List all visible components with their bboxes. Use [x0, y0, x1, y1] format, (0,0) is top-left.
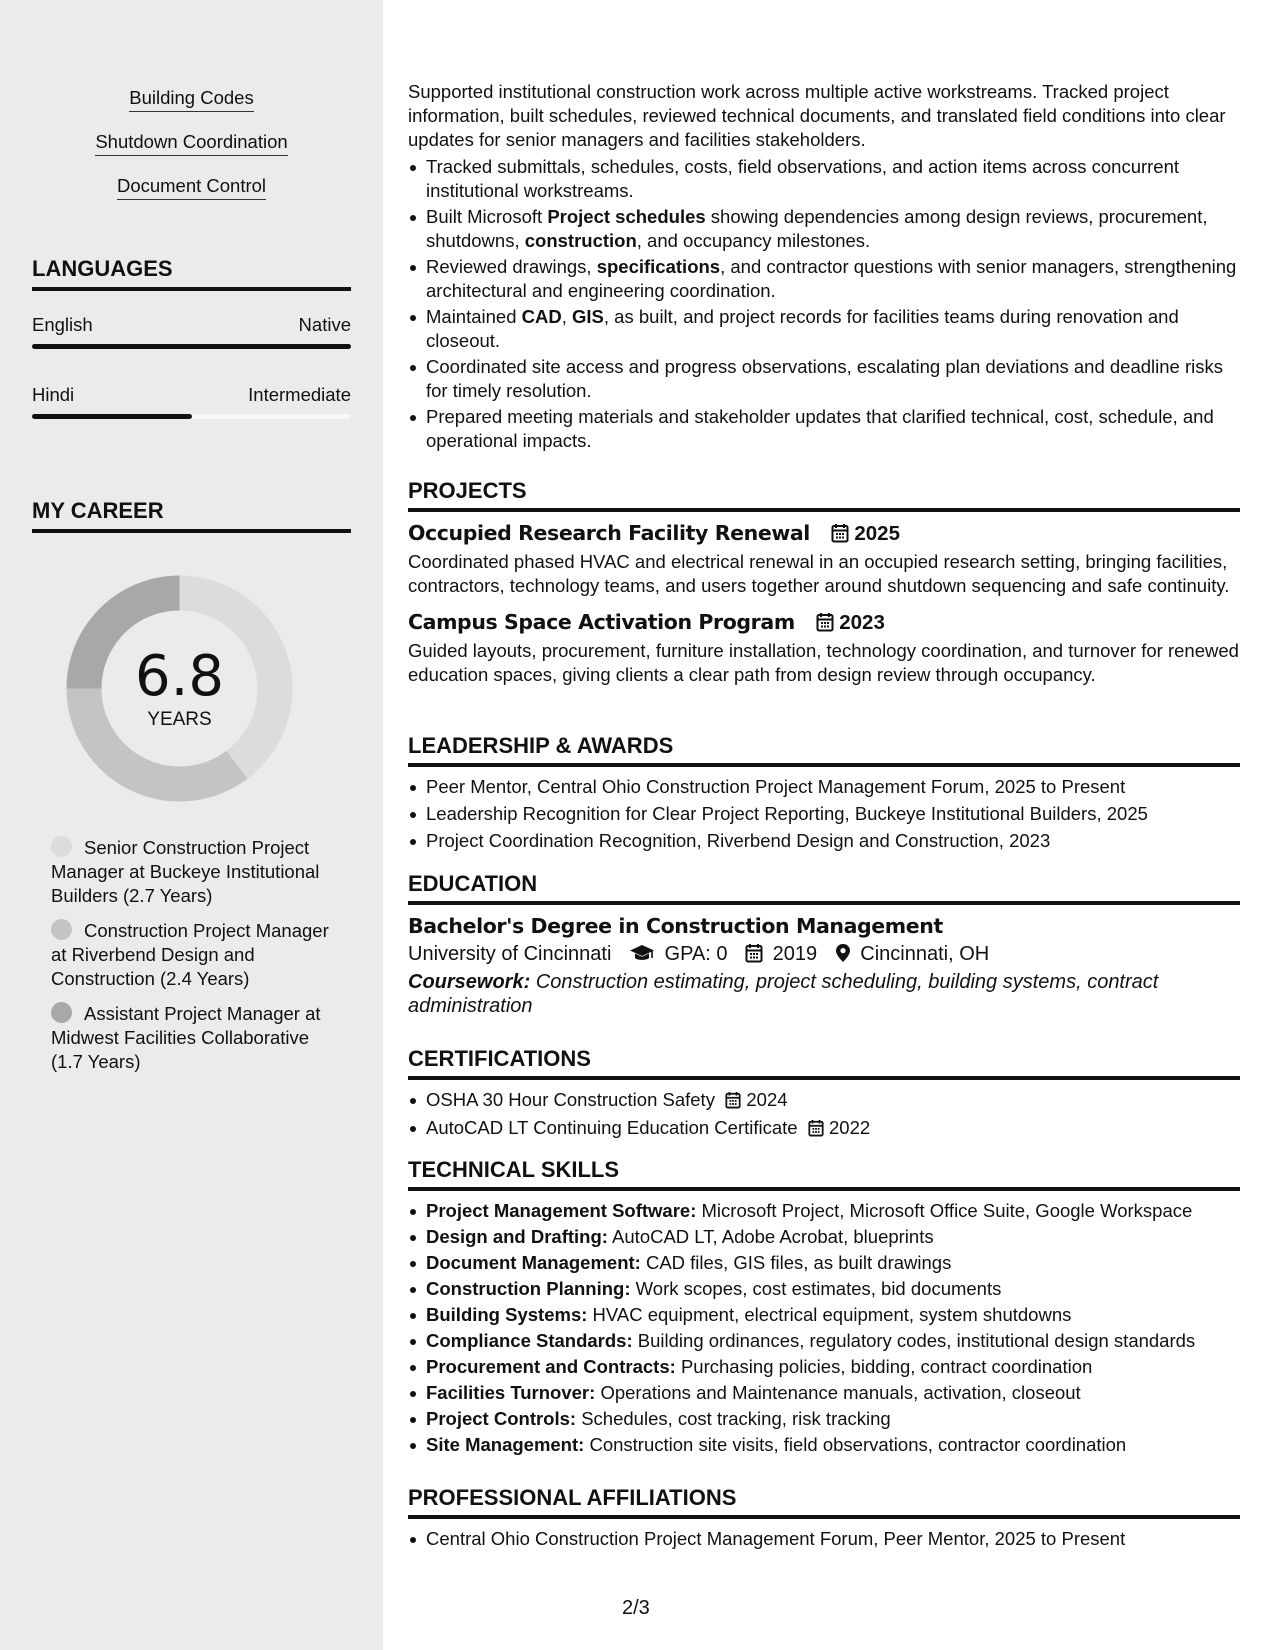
technical-skills-heading: TECHNICAL SKILLS: [408, 1157, 1240, 1191]
skill-value: Operations and Maintenance manuals, activation, closeout: [600, 1382, 1081, 1403]
sidebar: [0, 0, 383, 1650]
skill-label: Facilities Turnover:: [426, 1382, 596, 1403]
graduation-year: 2019: [772, 943, 818, 965]
skill-label: Site Management:: [426, 1434, 585, 1455]
graduation-cap-icon: [629, 943, 655, 963]
career-dot: [51, 836, 72, 857]
technical-skill-item: [408, 1225, 1240, 1249]
certification-item: [408, 1088, 1240, 1112]
skill-value: Construction site visits, field observations, contractor coordination: [589, 1434, 1127, 1455]
gpa: GPA: 0: [664, 943, 728, 965]
language-name: English: [32, 314, 93, 335]
languages-heading: LANGUAGES: [32, 256, 351, 291]
degree-title: Bachelor's Degree in Construction Management: [408, 914, 943, 938]
career-unit: YEARS: [147, 709, 212, 730]
projects-heading: PROJECTS: [408, 478, 1240, 512]
experience-bullets: [408, 155, 1240, 453]
skill-label: Project Controls:: [426, 1408, 577, 1429]
leadership-item: Leadership Recognition for Clear Project Reporting, Buckeye Institutional Builders, 2025: [408, 802, 1240, 826]
affiliation-item: Central Ohio Construction Project Management Forum, Peer Mentor, 2025 to Present: [408, 1527, 1240, 1551]
education-details: [408, 939, 1240, 969]
language-bar: [32, 344, 351, 349]
calendar-icon: [808, 1119, 824, 1137]
skill-label: Construction Planning:: [426, 1278, 631, 1299]
language-name: Hindi: [32, 384, 75, 405]
location-pin-icon: [835, 943, 851, 963]
page-number: 2/3: [622, 1597, 650, 1619]
calendar-icon: [816, 612, 834, 632]
technical-skills-list: [408, 1199, 1240, 1457]
technical-skill-item: [408, 1407, 1240, 1431]
language-bar: [32, 414, 351, 419]
career-total: 6.8: [134, 644, 225, 709]
project-description: Coordinated phased HVAC and electrical renewal in an occupied research setting, bringing facilities, contractors, technology teams, and users together around shutdown sequencing and safe continuity.: [408, 551, 1230, 596]
affiliations-section: [408, 1485, 1240, 1551]
experience-summary: Supported institutional construction work across multiple active workstreams. Tracked project information, built schedules, reviewed technical documents, and translated field conditions into clear updates for senior managers and facilities stakeholders.: [408, 81, 1226, 150]
language-bar-fill: [32, 414, 192, 419]
skill-label: Building Systems:: [426, 1304, 588, 1325]
certification-name: AutoCAD LT Continuing Education Certificate: [426, 1117, 798, 1138]
skill-value: Schedules, cost tracking, risk tracking: [581, 1408, 891, 1429]
education-heading: EDUCATION: [408, 871, 1240, 905]
project-name: Campus Space Activation Program: [408, 610, 795, 634]
skill-label: Document Management:: [426, 1252, 641, 1273]
skill-link[interactable]: Document Control: [117, 174, 266, 200]
career-item: [51, 1002, 341, 1074]
career-donut-center: [66, 575, 293, 802]
calendar-icon: [725, 1091, 741, 1109]
skill-value: CAD files, GIS files, as built drawings: [645, 1252, 952, 1273]
experience-bullet: Prepared meeting materials and stakeholder updates that clarified technical, cost, schedule, and operational impacts.: [408, 405, 1240, 453]
leadership-item: Peer Mentor, Central Ohio Construction Project Management Forum, 2025 to Present: [408, 775, 1240, 799]
project-meta: [816, 611, 885, 634]
career-dot: [51, 919, 72, 940]
main-content: [408, 0, 1240, 1650]
education-section: [408, 871, 1240, 1018]
leadership-heading: LEADERSHIP & AWARDS: [408, 733, 1240, 767]
career-list: [51, 836, 341, 1085]
career-dot: [51, 1002, 72, 1023]
experience-bullet: Coordinated site access and progress observations, escalating plan deviations and deadline risks for timely resolution.: [408, 355, 1240, 403]
certification-name: OSHA 30 Hour Construction Safety: [426, 1089, 715, 1110]
affiliations-list: [408, 1527, 1240, 1551]
experience-bullet: Built Microsoft Project schedules showing dependencies among design reviews, procurement, shutdowns, construction, and occupancy milestones.: [408, 205, 1240, 253]
technical-skill-item: [408, 1433, 1240, 1457]
skill-value: Purchasing policies, bidding, contract coordination: [680, 1356, 1093, 1377]
certifications-heading: CERTIFICATIONS: [408, 1046, 1240, 1080]
career-item: [51, 919, 341, 991]
technical-skill-item: [408, 1251, 1240, 1275]
certifications-section: [408, 1046, 1240, 1144]
experience-bullet: Tracked submittals, schedules, costs, field observations, and action items across concurrent institutional workstreams.: [408, 155, 1240, 203]
career-label: Assistant Project Manager at Midwest Facilities Collaborative (1.7 Years): [51, 1003, 321, 1072]
skill-value: HVAC equipment, electrical equipment, system shutdowns: [592, 1304, 1072, 1325]
language-level: Native: [298, 314, 351, 335]
project-title: [408, 609, 1240, 636]
skill-label: Compliance Standards:: [426, 1330, 633, 1351]
skill-value: Microsoft Project, Microsoft Office Suite, Google Workspace: [701, 1200, 1193, 1221]
career-item: [51, 836, 341, 908]
skill-label: Project Management Software:: [426, 1200, 697, 1221]
projects-section: [408, 478, 1240, 687]
skill-links: [32, 86, 351, 218]
career-heading: MY CAREER: [32, 498, 351, 533]
skill-value: Work scopes, cost estimates, bid documents: [635, 1278, 1002, 1299]
technical-skill-item: [408, 1277, 1240, 1301]
certification-year: 2022: [829, 1117, 871, 1138]
experience-bullet: Maintained CAD, GIS, as built, and project records for facilities teams during renovation and closeout.: [408, 305, 1240, 353]
language-row: [32, 384, 351, 406]
project-year: 2025: [854, 522, 900, 545]
school-location: Cincinnati, OH: [860, 943, 990, 965]
coursework-text: Construction estimating, project scheduling, building systems, contract administration: [408, 971, 1159, 1017]
skill-label: Procurement and Contracts:: [426, 1356, 676, 1377]
experience-section: [408, 80, 1240, 455]
project-name: Occupied Research Facility Renewal: [408, 521, 810, 545]
calendar-icon: [745, 943, 763, 963]
leadership-section: [408, 733, 1240, 856]
language-bar-fill: [32, 344, 351, 349]
skill-link[interactable]: Shutdown Coordination: [95, 130, 287, 156]
affiliations-heading: PROFESSIONAL AFFILIATIONS: [408, 1485, 1240, 1519]
technical-skill-item: [408, 1199, 1240, 1223]
certification-item: [408, 1116, 1240, 1140]
leadership-item: Project Coordination Recognition, Riverbend Design and Construction, 2023: [408, 829, 1240, 853]
technical-skill-item: [408, 1303, 1240, 1327]
skill-link[interactable]: Building Codes: [129, 86, 253, 112]
project-year: 2023: [839, 611, 885, 634]
skill-value: Building ordinances, regulatory codes, institutional design standards: [637, 1330, 1196, 1351]
skill-value: AutoCAD LT, Adobe Acrobat, blueprints: [612, 1226, 934, 1247]
certification-year: 2024: [746, 1089, 788, 1110]
project-meta: [831, 522, 900, 545]
experience-bullet: Reviewed drawings, specifications, and contractor questions with senior managers, strengthening architectural and engineering coordination.: [408, 255, 1240, 303]
career-label: Senior Construction Project Manager at Buckeye Institutional Builders (2.7 Years): [51, 837, 320, 906]
career-donut: [66, 575, 293, 802]
language-row: [32, 314, 351, 336]
technical-skills-section: [408, 1157, 1240, 1459]
coursework: [408, 970, 1240, 1018]
calendar-icon: [831, 523, 849, 543]
technical-skill-item: [408, 1329, 1240, 1353]
career-label: Construction Project Manager at Riverbend Design and Construction (2.4 Years): [51, 920, 329, 989]
project-description: Guided layouts, procurement, furniture installation, technology coordination, and turnover for renewed education spaces, giving clients a clear path from design review through occupancy.: [408, 640, 1239, 685]
leadership-list: [408, 775, 1240, 853]
skill-label: Design and Drafting:: [426, 1226, 608, 1247]
coursework-label: Coursework:: [408, 971, 531, 993]
technical-skill-item: [408, 1381, 1240, 1405]
language-level: Intermediate: [248, 384, 351, 405]
certifications-list: [408, 1088, 1240, 1140]
project-title: [408, 520, 1240, 547]
school-name: University of Cincinnati: [408, 943, 612, 965]
technical-skill-item: [408, 1355, 1240, 1379]
